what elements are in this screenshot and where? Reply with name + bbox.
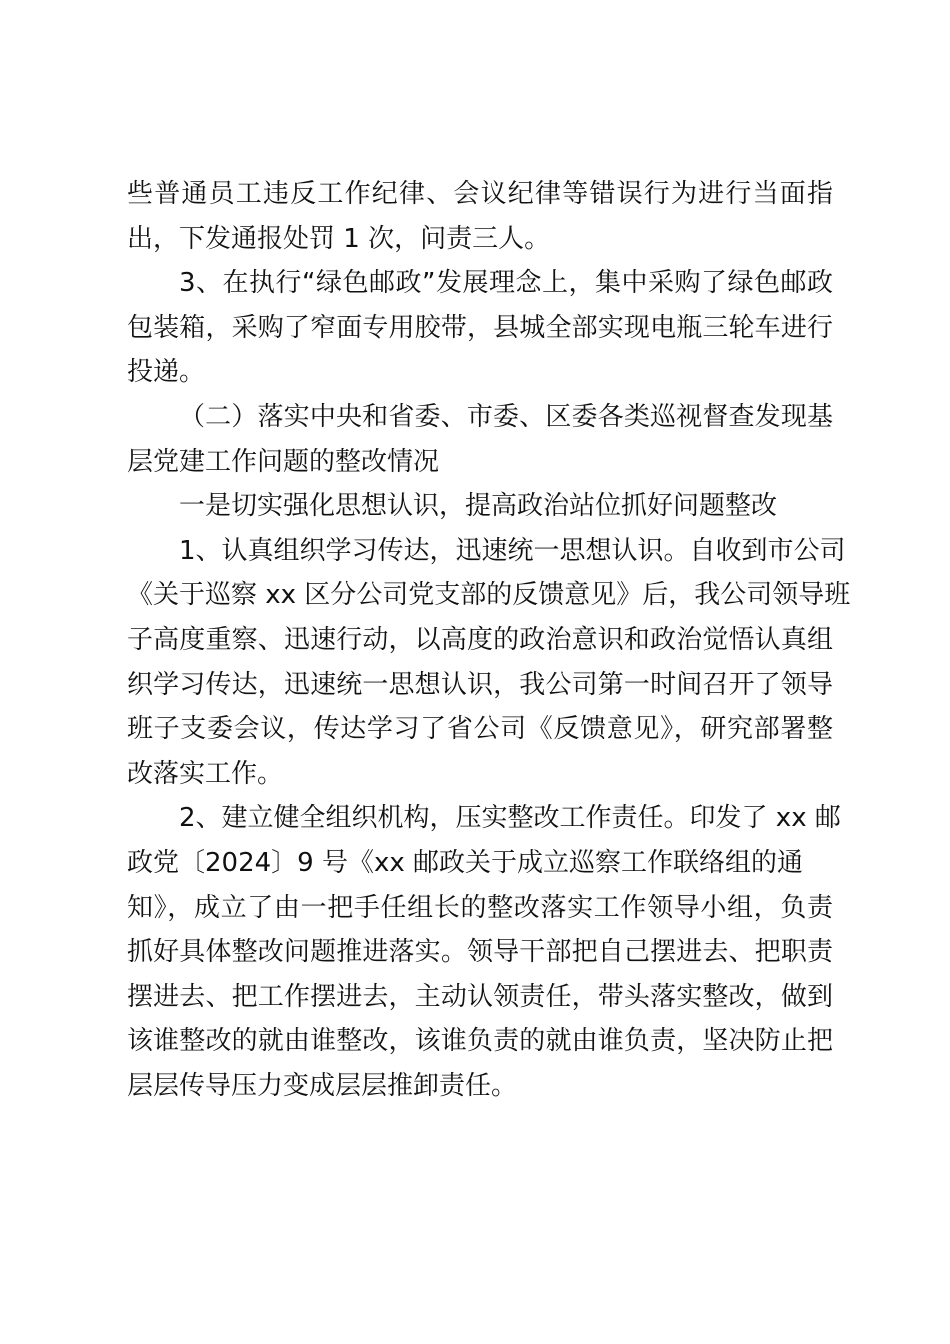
text-line: 《关于巡察 xx 区分公司党支部的反馈意见》后，我公司领导班 (127, 580, 851, 611)
text-line: 知》，成立了由一把手任组长的整改落实工作领导小组，负责 (127, 892, 833, 923)
text-line: 投递。 (127, 357, 206, 388)
text-line: 织学习传达，迅速统一思想认识，我公司第一时间召开了领导 (127, 669, 833, 700)
text-line: 政党〔2024〕9 号《xx 邮政关于成立巡察工作联络组的通 (127, 847, 804, 878)
text-line: 层层传导压力变成层层推卸责任。 (127, 1070, 518, 1101)
text-line: 3、在执行“绿色邮政”发展理念上，集中采购了绿色邮政 (179, 268, 833, 299)
text-line: 改落实工作。 (127, 758, 284, 789)
text-line: 子高度重察、迅速行动，以高度的政治意识和政治觉悟认真组 (127, 624, 833, 655)
section-heading: 层党建工作问题的整改情况 (127, 446, 440, 477)
text-line: 包装箱，采购了窄面专用胶带，县城全部实现电瓶三轮车进行 (127, 312, 833, 343)
text-line: 该谁整改的就由谁整改，该谁负责的就由谁负责，坚决防止把 (127, 1026, 833, 1057)
text-line: 1、认真组织学习传达，迅速统一思想认识。自收到市公司 (179, 535, 846, 566)
document-body (127, 172, 851, 1108)
text-line: 摆进去、把工作摆进去，主动认领责任，带头落实整改，做到 (127, 981, 833, 1012)
text-line: 班子支委会议，传达学习了省公司《反馈意见》，研究部署整 (127, 714, 833, 745)
text-line: 2、建立健全组织机构，压实整改工作责任。印发了 xx 邮 (179, 803, 841, 834)
text-line: 些普通员工违反工作纪律、会议纪律等错误行为进行当面指 (127, 179, 833, 209)
text-line: 出，下发通报处罚 1 次，问责三人。 (127, 223, 551, 254)
section-heading: （二）落实中央和省委、市委、区委各类巡视督查发现基 (179, 401, 833, 432)
subheading: 一是切实强化思想认识，提高政治站位抓好问题整改 (179, 491, 778, 522)
text-line: 抓好具体整改问题推进落实。领导干部把自己摆进去、把职责 (127, 937, 833, 968)
